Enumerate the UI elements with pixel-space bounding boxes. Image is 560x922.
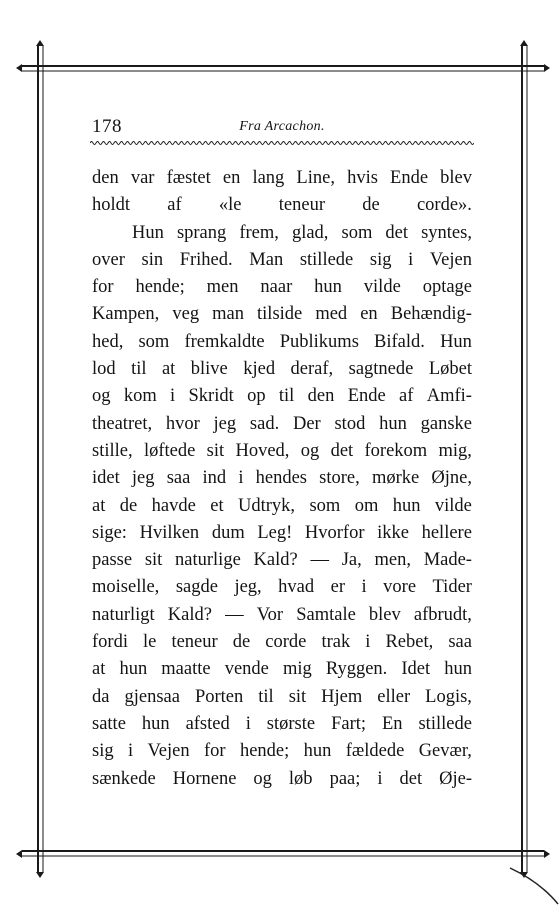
- running-title: Fra Arcachon.: [239, 119, 325, 134]
- page-header: [92, 116, 472, 138]
- text-line: idet jeg saa ind i hendes store, mørke Øjne,: [92, 468, 472, 489]
- text-line: holdt af «le teneur de corde».: [92, 195, 472, 216]
- text-line: moiselle, sagde jeg, hvad er i vore Tider: [92, 577, 472, 598]
- text-line: da gjensaa Porten til sit Hjem eller Logis,: [92, 686, 472, 707]
- text-line: sig i Vejen for hende; hun fældede Gevær,: [92, 741, 472, 762]
- wavy-header-rule: [90, 139, 474, 147]
- text-line: satte hun afsted i største Fart; En stillede: [92, 713, 472, 734]
- text-line: fordi le teneur de corde trak i Rebet, saa: [92, 632, 472, 653]
- text-line: naturligt Kald? — Vor Samtale blev afbrudt,: [92, 604, 472, 625]
- text-line: Kampen, veg man tilside med en Behændig-: [92, 304, 472, 325]
- text-line: for hende; men naar hun vilde optage: [92, 277, 472, 298]
- text-line: den var fæstet en lang Line, hvis Ende blev: [92, 168, 472, 188]
- text-line: at de havde et Udtryk, som om hun vilde: [92, 495, 472, 516]
- text-line: og kom i Skridt op til den Ende af Amfi-: [92, 386, 472, 407]
- text-line: Hun sprang frem, glad, som det syntes,: [132, 222, 472, 243]
- text-line: hed, som fremkaldte Publikums Bifald. Hun: [92, 331, 472, 352]
- text-line: sænkede Hornene og løb paa; i det Øje-: [92, 768, 472, 789]
- text-line: over sin Frihed. Man stillede sig i Vejen: [92, 249, 472, 270]
- body-text: [92, 165, 472, 793]
- text-line: at hun maatte vende mig Ryggen. Idet hun: [92, 659, 472, 680]
- text-line: theatret, hvor jeg sad. Der stod hun ganske: [92, 413, 472, 434]
- text-line: sige: Hvilken dum Leg! Hvorfor ikke hellere: [92, 522, 472, 543]
- text-line: lod til at blive kjed deraf, sagtnede Løbet: [92, 359, 472, 380]
- text-line: passe sit naturlige Kald? — Ja, men, Made-: [92, 550, 472, 571]
- page-number: 178: [92, 116, 122, 137]
- text-line: stille, løftede sit Hoved, og det forekom mig,: [92, 440, 472, 461]
